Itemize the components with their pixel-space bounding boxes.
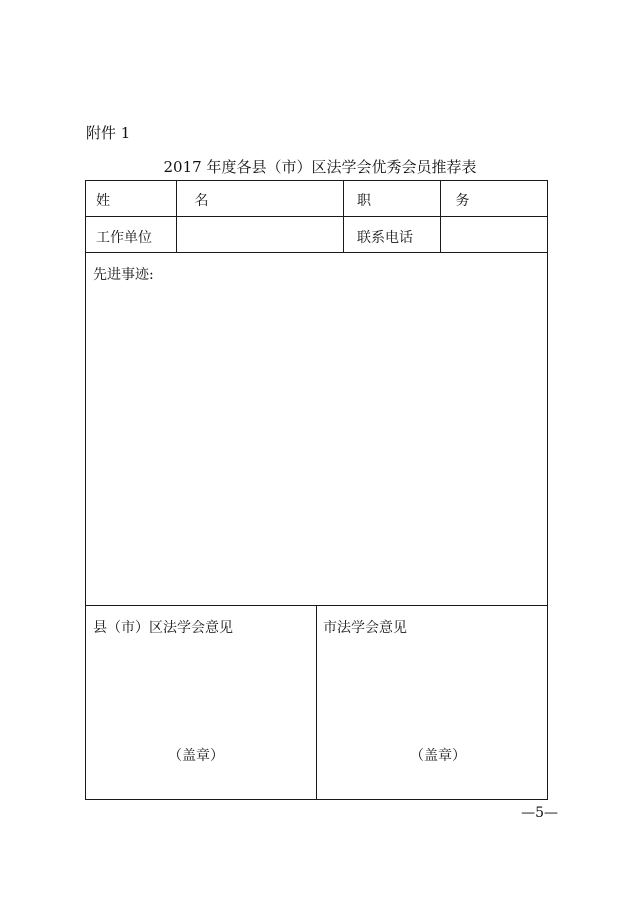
county-opinion-label: 县（市）区法学会意见 bbox=[93, 620, 233, 636]
page-number: —5— bbox=[521, 805, 558, 821]
county-stamp: （盖章） bbox=[168, 748, 224, 764]
name-label: 姓 名 bbox=[96, 193, 249, 209]
position-field[interactable] bbox=[441, 181, 547, 216]
form-title: 2017 年度各县（市）区法学会优秀会员推荐表 bbox=[163, 158, 477, 176]
phone-label: 联系电话 bbox=[357, 230, 413, 246]
city-opinion-label: 市法学会意见 bbox=[323, 620, 407, 636]
city-stamp: （盖章） bbox=[410, 748, 466, 764]
phone-field[interactable] bbox=[441, 217, 547, 252]
achievements-field[interactable] bbox=[86, 285, 547, 604]
workplace-field[interactable] bbox=[177, 217, 343, 252]
position-label: 职 务 bbox=[357, 193, 510, 209]
workplace-label: 工作单位 bbox=[96, 230, 152, 246]
name-field[interactable] bbox=[177, 181, 343, 216]
achievements-label: 先进事迹: bbox=[93, 267, 154, 283]
attachment-label: 附件 1 bbox=[86, 124, 131, 142]
